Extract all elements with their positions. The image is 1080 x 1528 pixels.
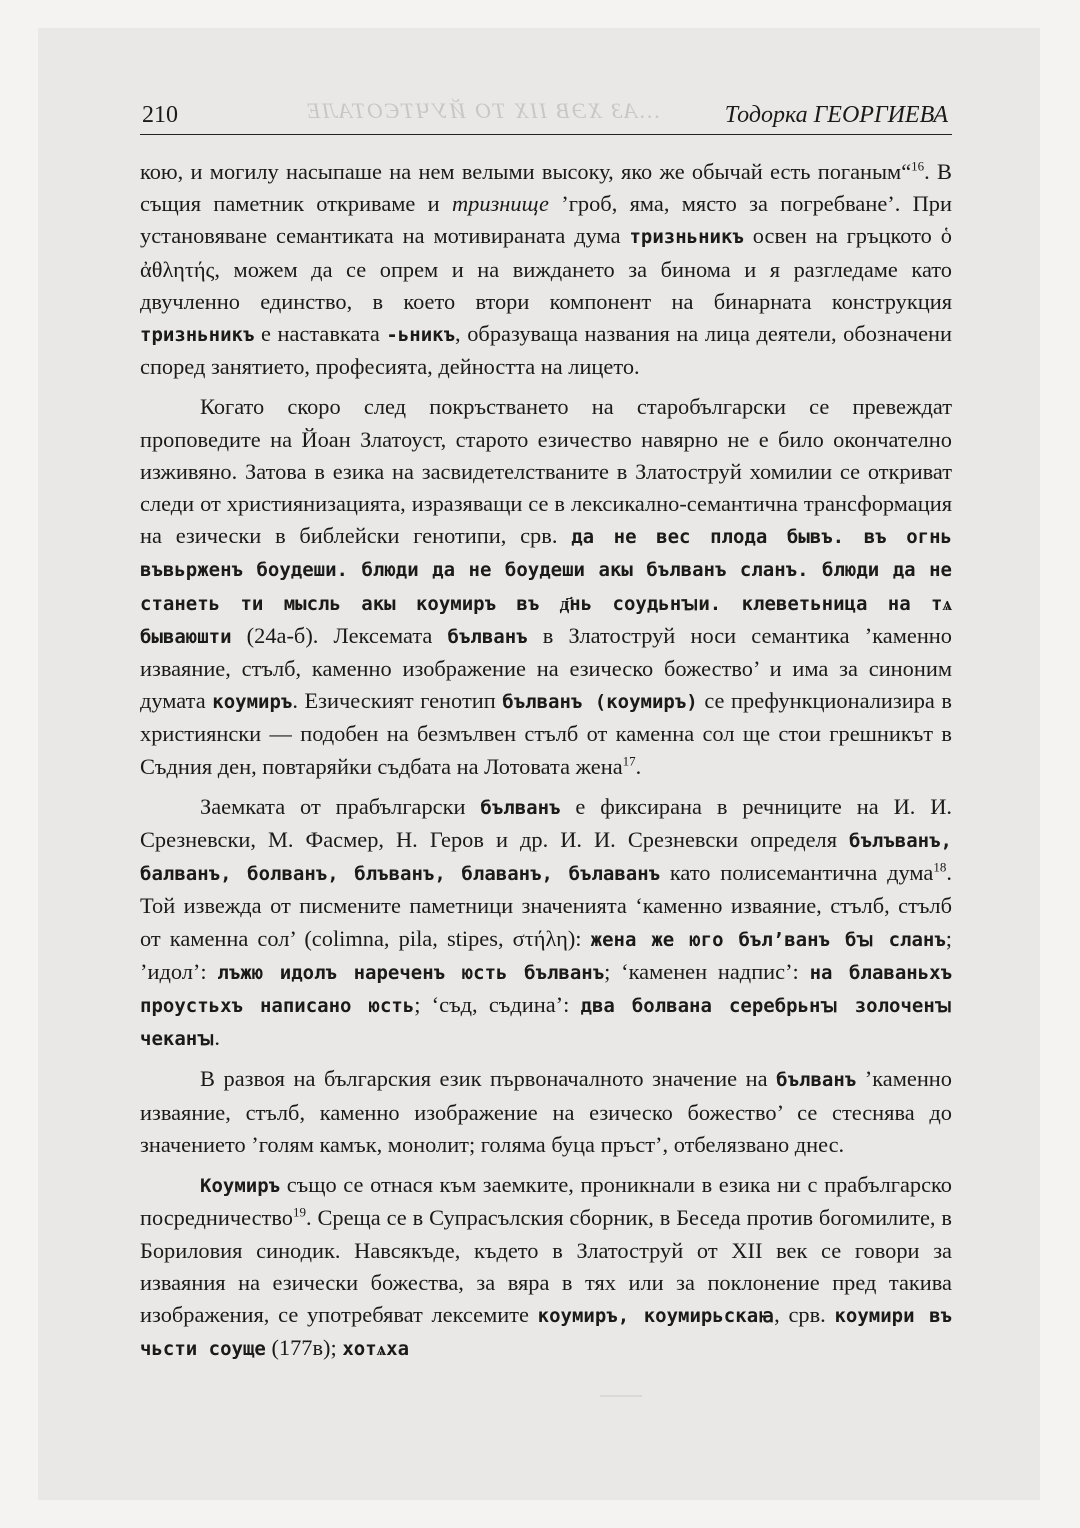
footnote-ref: 18 xyxy=(933,859,947,875)
old-bulgarian-quote: да не вес плода бывъ. въ огнь въвьрженъ боудеши. блюди да не боудеши акы бълванъ сланъ. блюди да не станеть ти мысль акы коумиръ въ д҃нь соудьнꙑи. клеветьница на тѧ бываюшти xyxy=(140,526,952,648)
body-text xyxy=(140,156,952,1373)
running-title: Тодорка ГЕОРГИЕВА xyxy=(724,102,948,128)
paragraph-5 xyxy=(140,1169,952,1365)
old-bulgarian-quote: два болвана серебрьнꙑ золоченꙑ чеканꙑ xyxy=(140,995,953,1051)
old-bulgarian-quote: лъжю идолъ нареченъ юсть бълванъ xyxy=(217,961,605,984)
old-bulgarian-word: бълванъ xyxy=(480,796,561,819)
footnote-ref: 16 xyxy=(911,158,925,174)
old-bulgarian-word: бълванъ (коумиръ) xyxy=(502,691,698,714)
bleed-through-text: …АЗ ХЭВ ІІХ ТО ЙУЧТЄОТАЛЕ xyxy=(305,98,659,123)
paragraph-2 xyxy=(140,391,952,782)
old-bulgarian-word: -ьникъ xyxy=(386,324,456,347)
text-span: . Той извежда от писмените паметници значенията ‘каменно изваяние, стълб, стълб от каменна сол’ (colimna, pila, stipes, στήλη): xyxy=(140,860,952,951)
italic-term: тризнище xyxy=(451,191,549,217)
text-span: е наставката xyxy=(254,321,387,347)
text-span: . xyxy=(214,1025,221,1051)
text-span: ; ‘съд, съдина’: xyxy=(414,992,581,1018)
old-bulgarian-word: тризньникъ xyxy=(140,324,255,347)
old-bulgarian-word: коумиръ, коумирьскаꙗ xyxy=(537,1304,775,1327)
paragraph-4 xyxy=(140,1063,952,1161)
text-span: . Среща се в Супрасълския сборник, в Беседа против богомилите, в Бориловия синодик. Навсякъде, където в Златоструй от XII век се говори за изваяния на езически божества, за вяра в тях или за поклонение пред такива изображения, се употребяват лексемите xyxy=(140,1205,952,1327)
text-span: (177в); xyxy=(265,1335,343,1361)
old-bulgarian-word: бълъванъ, балванъ, болванъ, блъванъ, блаванъ, бълаванъ xyxy=(140,830,952,886)
old-bulgarian-word: коумиръ xyxy=(212,691,293,714)
text-span: като полисемантична дума xyxy=(660,860,934,886)
text-span: . Езическият генотип xyxy=(292,688,503,714)
text-span: Заемката от прабългарски xyxy=(200,793,481,819)
text-span: , образуваща названия на лица деятели, обозначени според занятието, професията, дейността на лицето. xyxy=(140,321,952,380)
text-span: ; ’идол’: xyxy=(140,925,952,984)
text-span: освен на гръцкото ὁ ἀθλητής, можем да се опрем и на виждането за бинома и я разгледаме като двучленно единство, в което втори компонент на бинарната конструкция xyxy=(140,223,952,314)
old-bulgarian-word: тризньникъ xyxy=(629,226,744,249)
page-header xyxy=(140,100,952,135)
text-span: (24а-б). Лексемата xyxy=(231,622,448,648)
old-bulgarian-word: Коумиръ xyxy=(200,1175,281,1198)
footnote-ref: 17 xyxy=(622,753,636,769)
old-bulgarian-word: бълванъ xyxy=(447,625,528,648)
old-bulgarian-quote: на блаваньхъ проустьхъ написано юсть xyxy=(140,961,953,1018)
text-span: . xyxy=(635,753,642,779)
old-bulgarian-word: бълванъ xyxy=(776,1069,857,1092)
text-span: Когато скоро след покръстването на старобългарски се превеждат проповедите на Йоан Златоуст, старото езичество навярно не е било окончателно изживяно. Затова в езика на засвидетелстваните в Златоструй хомилии се откриват следи от християнизацията, изразяващи се в лексикално-семантична трансформация на езически в библейски генотипи, срв. xyxy=(140,394,952,549)
paragraph-1 xyxy=(140,156,952,383)
bleed-through-footer: ——— xyxy=(600,1388,642,1403)
text-span: е фиксирана в речниците на И. И. Срезневски, М. Фасмер, Н. Геров и др. И. И. Срезневски определя xyxy=(140,793,952,853)
paragraph-3 xyxy=(140,791,952,1056)
text-span: също се отнася към заемките, проникнали в езика ни с прабългарско посредничество xyxy=(140,1172,952,1231)
text-span: в Златоструй носи семантика ’каменно изваяние, стълб, каменно изображение на езическо божество’ и има за синоним думата xyxy=(140,622,952,714)
old-bulgarian-quote: коумири въ чьсти соуще xyxy=(140,1304,952,1361)
page-number: 210 xyxy=(142,102,178,128)
text-span: кою, и могилу насыпаше на нем велыми высоку, яко же обычай есть поганым“ xyxy=(140,159,912,184)
text-span: ’гроб, яма, място за погребване’. При установяване семантиката на мотивираната дума xyxy=(140,191,952,249)
text-span: се префункционализира в християнски — подобен на безмълвен стълб от каменна сол ще стои грешникът в Съдния ден, повтаряйки съдбата на Лотовата жена xyxy=(140,688,952,779)
old-bulgarian-quote: жена же юго бъл’ванъ бꙑ сланъ xyxy=(590,928,946,951)
text-span: . В същия паметник откриваме и xyxy=(140,159,952,217)
text-span: В развоя на българския език първоначалното значение на xyxy=(200,1066,777,1092)
text-span: ; ‘каменен надпис’: xyxy=(604,958,810,984)
footnote-ref: 19 xyxy=(292,1204,306,1220)
text-span: ’каменно изваяние, стълб, каменно изображение на езическо божество’ се стеснява до значението ’голям камък, монолит; голяма буца пръст’, отбелязвано днес. xyxy=(140,1066,952,1157)
old-bulgarian-word: хотѧха xyxy=(342,1338,410,1361)
text-span: , срв. xyxy=(774,1301,835,1327)
